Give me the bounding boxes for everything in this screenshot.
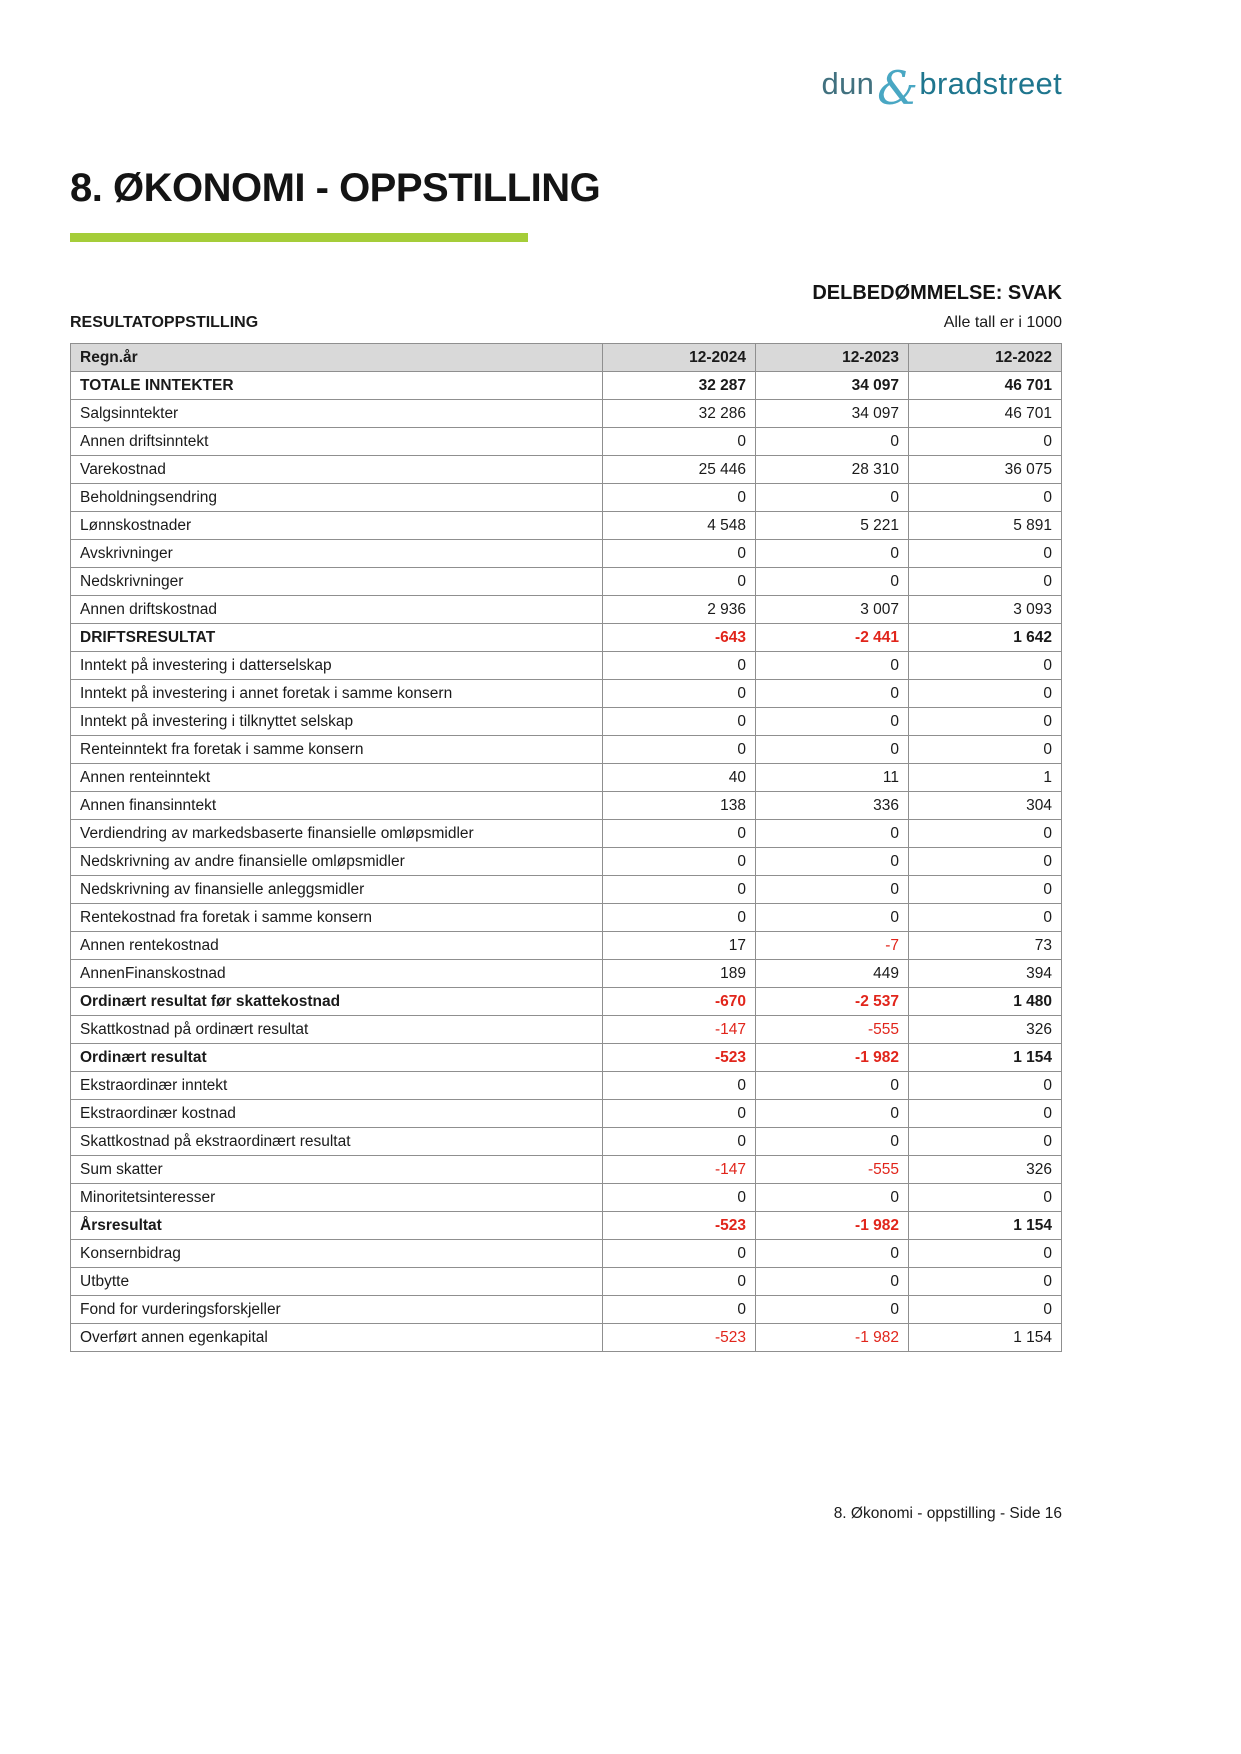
row-value: -147 — [603, 1016, 756, 1044]
row-value: 28 310 — [756, 456, 909, 484]
row-value: -1 982 — [756, 1324, 909, 1352]
table-row — [71, 540, 1062, 568]
results-table-head — [71, 344, 1062, 372]
row-label: Varekostnad — [71, 456, 603, 484]
table-row — [71, 680, 1062, 708]
row-value: 0 — [756, 1296, 909, 1324]
row-label: Annen rentekostnad — [71, 932, 603, 960]
table-meta-row — [70, 314, 1062, 332]
row-value: -2 537 — [756, 988, 909, 1016]
row-value: 326 — [909, 1016, 1062, 1044]
row-label: Inntekt på investering i tilknyttet selskap — [71, 708, 603, 736]
row-value: 0 — [909, 736, 1062, 764]
table-row — [71, 1296, 1062, 1324]
row-value: 36 075 — [909, 456, 1062, 484]
row-value: 2 936 — [603, 596, 756, 624]
row-label: Annen renteinntekt — [71, 764, 603, 792]
row-value: 73 — [909, 932, 1062, 960]
logo-text-bradstreet: bradstreet — [919, 66, 1062, 101]
row-label: Skattkostnad på ekstraordinært resultat — [71, 1128, 603, 1156]
results-table — [70, 343, 1062, 1352]
table-row — [71, 736, 1062, 764]
ampersand-icon: & — [877, 61, 919, 115]
table-row — [71, 1156, 1062, 1184]
page-footer: 8. Økonomi - oppstilling - Side 16 — [833, 1505, 1062, 1522]
row-value: 32 286 — [603, 400, 756, 428]
table-row — [71, 1268, 1062, 1296]
table-header-row — [71, 344, 1062, 372]
row-value: 0 — [603, 484, 756, 512]
row-value: 1 642 — [909, 624, 1062, 652]
row-value: 449 — [756, 960, 909, 988]
table-row — [71, 708, 1062, 736]
row-label: Inntekt på investering i annet foretak i samme konsern — [71, 680, 603, 708]
row-label: Nedskrivning av finansielle anleggsmidler — [71, 876, 603, 904]
row-value: 0 — [756, 876, 909, 904]
row-value: 4 548 — [603, 512, 756, 540]
row-label: Nedskrivninger — [71, 568, 603, 596]
row-value: 0 — [909, 484, 1062, 512]
row-label: Overført annen egenkapital — [71, 1324, 603, 1352]
row-value: 0 — [756, 1268, 909, 1296]
row-value: 0 — [909, 1240, 1062, 1268]
row-label: Ekstraordinær inntekt — [71, 1072, 603, 1100]
row-value: 0 — [909, 708, 1062, 736]
table-row — [71, 960, 1062, 988]
row-value: -523 — [603, 1212, 756, 1240]
row-value: -670 — [603, 988, 756, 1016]
row-label: Lønnskostnader — [71, 512, 603, 540]
row-value: 0 — [756, 652, 909, 680]
row-value: 1 480 — [909, 988, 1062, 1016]
row-value: 0 — [909, 1296, 1062, 1324]
row-value: 0 — [909, 680, 1062, 708]
row-value: 394 — [909, 960, 1062, 988]
table-row — [71, 764, 1062, 792]
row-label: Utbytte — [71, 1268, 603, 1296]
row-value: 0 — [603, 540, 756, 568]
row-value: 0 — [909, 876, 1062, 904]
row-label: AnnenFinanskostnad — [71, 960, 603, 988]
row-value: 0 — [603, 1128, 756, 1156]
row-value: 0 — [603, 708, 756, 736]
row-value: 0 — [756, 680, 909, 708]
row-value: 189 — [603, 960, 756, 988]
row-value: 3 093 — [909, 596, 1062, 624]
row-value: 0 — [603, 736, 756, 764]
row-value: -147 — [603, 1156, 756, 1184]
table-row — [71, 1016, 1062, 1044]
row-value: -555 — [756, 1156, 909, 1184]
row-value: 336 — [756, 792, 909, 820]
row-label: Annen finansinntekt — [71, 792, 603, 820]
row-value: -523 — [603, 1324, 756, 1352]
row-value: 0 — [603, 1100, 756, 1128]
table-row — [71, 428, 1062, 456]
row-value: 0 — [603, 568, 756, 596]
row-value: -643 — [603, 624, 756, 652]
row-value: 5 221 — [756, 512, 909, 540]
row-value: -555 — [756, 1016, 909, 1044]
row-label: Minoritetsinteresser — [71, 1184, 603, 1212]
row-label: Konsernbidrag — [71, 1240, 603, 1268]
row-label: Årsresultat — [71, 1212, 603, 1240]
row-value: 5 891 — [909, 512, 1062, 540]
row-label: Skattkostnad på ordinært resultat — [71, 1016, 603, 1044]
row-value: -2 441 — [756, 624, 909, 652]
row-label: Beholdningsendring — [71, 484, 603, 512]
row-value: 0 — [756, 1240, 909, 1268]
row-value: 1 154 — [909, 1044, 1062, 1072]
row-label: Salgsinntekter — [71, 400, 603, 428]
row-value: 0 — [603, 820, 756, 848]
table-row — [71, 1044, 1062, 1072]
section-title: RESULTATOPPSTILLING — [70, 314, 259, 331]
row-value: 0 — [909, 1100, 1062, 1128]
row-value: 0 — [603, 1184, 756, 1212]
row-value: 46 701 — [909, 372, 1062, 400]
results-table-body — [71, 372, 1062, 1352]
row-label: Renteinntekt fra foretak i samme konsern — [71, 736, 603, 764]
row-value: 0 — [756, 484, 909, 512]
header-year-2022: 12-2022 — [909, 344, 1062, 372]
row-value: 17 — [603, 932, 756, 960]
header-year-2024: 12-2024 — [603, 344, 756, 372]
row-value: 11 — [756, 764, 909, 792]
row-value: 34 097 — [756, 372, 909, 400]
row-value: 0 — [756, 1184, 909, 1212]
row-value: 1 154 — [909, 1324, 1062, 1352]
table-row — [71, 1072, 1062, 1100]
table-row — [71, 792, 1062, 820]
row-value: 32 287 — [603, 372, 756, 400]
table-row — [71, 568, 1062, 596]
table-row — [71, 1240, 1062, 1268]
row-value: 0 — [603, 1296, 756, 1324]
row-value: 0 — [603, 428, 756, 456]
row-value: 1 154 — [909, 1212, 1062, 1240]
row-value: 326 — [909, 1156, 1062, 1184]
row-label: Ekstraordinær kostnad — [71, 1100, 603, 1128]
row-value: 0 — [603, 1072, 756, 1100]
row-value: 0 — [909, 428, 1062, 456]
row-value: 0 — [603, 1268, 756, 1296]
row-label: Nedskrivning av andre finansielle omløpsmidler — [71, 848, 603, 876]
row-label: Verdiendring av markedsbaserte finansielle omløpsmidler — [71, 820, 603, 848]
table-row — [71, 876, 1062, 904]
table-row — [71, 512, 1062, 540]
table-row — [71, 372, 1062, 400]
row-label: Ordinært resultat før skattekostnad — [71, 988, 603, 1016]
row-value: 0 — [909, 848, 1062, 876]
row-value: 34 097 — [756, 400, 909, 428]
row-value: 1 — [909, 764, 1062, 792]
row-label: Sum skatter — [71, 1156, 603, 1184]
row-label: DRIFTSRESULTAT — [71, 624, 603, 652]
row-value: 0 — [756, 708, 909, 736]
row-value: 3 007 — [756, 596, 909, 624]
table-row — [71, 820, 1062, 848]
row-label: Annen driftskostnad — [71, 596, 603, 624]
header-regnar: Regn.år — [71, 344, 603, 372]
row-value: 0 — [603, 848, 756, 876]
row-label: Annen driftsinntekt — [71, 428, 603, 456]
row-label: Rentekostnad fra foretak i samme konsern — [71, 904, 603, 932]
row-value: 0 — [603, 1240, 756, 1268]
row-value: 0 — [909, 1128, 1062, 1156]
table-row — [71, 596, 1062, 624]
row-value: 0 — [909, 1072, 1062, 1100]
row-value: 304 — [909, 792, 1062, 820]
row-value: 25 446 — [603, 456, 756, 484]
table-row — [71, 848, 1062, 876]
row-label: Inntekt på investering i datterselskap — [71, 652, 603, 680]
page-title: 8. ØKONOMI - OPPSTILLING — [70, 166, 601, 210]
row-value: 0 — [909, 1184, 1062, 1212]
row-value: 0 — [756, 736, 909, 764]
table-row — [71, 988, 1062, 1016]
units-note: Alle tall er i 1000 — [943, 314, 1062, 331]
row-value: 0 — [909, 820, 1062, 848]
table-row — [71, 904, 1062, 932]
assessment-label: DELBEDØMMELSE: SVAK — [812, 282, 1062, 304]
table-row — [71, 456, 1062, 484]
title-accent-bar — [70, 233, 528, 242]
table-row — [71, 484, 1062, 512]
row-value: 0 — [756, 1128, 909, 1156]
row-value: 0 — [756, 1100, 909, 1128]
row-value: 0 — [756, 540, 909, 568]
row-label: TOTALE INNTEKTER — [71, 372, 603, 400]
header-year-2023: 12-2023 — [756, 344, 909, 372]
row-value: 0 — [756, 848, 909, 876]
table-row — [71, 652, 1062, 680]
table-row — [71, 1100, 1062, 1128]
row-label: Fond for vurderingsforskjeller — [71, 1296, 603, 1324]
dun-bradstreet-logo — [821, 61, 1062, 115]
row-value: 0 — [909, 540, 1062, 568]
row-value: -7 — [756, 932, 909, 960]
row-value: -1 982 — [756, 1212, 909, 1240]
row-value: -1 982 — [756, 1044, 909, 1072]
table-row — [71, 1128, 1062, 1156]
table-row — [71, 932, 1062, 960]
table-row — [71, 1212, 1062, 1240]
table-row — [71, 624, 1062, 652]
row-value: 0 — [756, 904, 909, 932]
row-value: 0 — [909, 568, 1062, 596]
row-value: 46 701 — [909, 400, 1062, 428]
row-value: 0 — [603, 904, 756, 932]
row-label: Avskrivninger — [71, 540, 603, 568]
table-row — [71, 1324, 1062, 1352]
row-value: 40 — [603, 764, 756, 792]
row-value: 0 — [603, 680, 756, 708]
row-value: 138 — [603, 792, 756, 820]
row-value: 0 — [909, 904, 1062, 932]
row-value: 0 — [756, 1072, 909, 1100]
row-value: 0 — [756, 568, 909, 596]
row-value: 0 — [756, 428, 909, 456]
logo-text-dun: dun — [821, 66, 875, 101]
row-value: 0 — [603, 652, 756, 680]
table-row — [71, 400, 1062, 428]
row-label: Ordinært resultat — [71, 1044, 603, 1072]
row-value: 0 — [603, 876, 756, 904]
row-value: 0 — [756, 820, 909, 848]
row-value: 0 — [909, 1268, 1062, 1296]
table-row — [71, 1184, 1062, 1212]
row-value: -523 — [603, 1044, 756, 1072]
row-value: 0 — [909, 652, 1062, 680]
